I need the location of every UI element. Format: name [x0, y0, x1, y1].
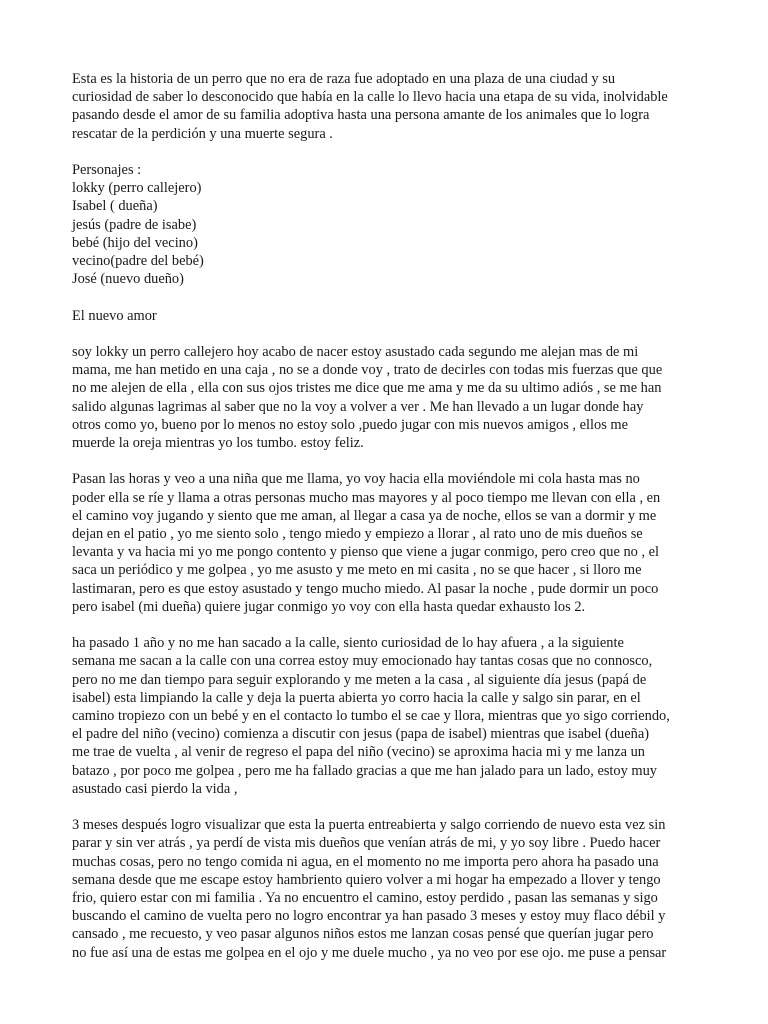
text-line: otros como yo, bueno por lo menos no estoy solo ,puedo jugar con mis nuevos amigos , ellos me — [72, 416, 628, 433]
text-line: 3 meses después logro visualizar que esta la puerta entreabierta y salgo corriendo de nuevo esta vez sin — [72, 817, 666, 834]
text-line: salido algunas lagrimas al saber que no la voy a volver a ver . Me han llevado a un lugar donde hay — [72, 398, 644, 415]
text-line: soy lokky un perro callejero hoy acabo de nacer estoy asustado cada segundo me alejan mas de mi — [72, 344, 639, 360]
text-line: no fue así una de estas me golpea en el ojo y me duele mucho , ya no veo por ese ojo. me puse a pensar — [72, 944, 667, 961]
intro-paragraph — [72, 70, 704, 143]
text-line: cansado , me recuesto, y veo pasar algunos niños estos me lanzan cosas pensé que querían jugar pero — [72, 926, 654, 943]
text-line: camino tropiezo con un bebé y en el contacto lo tumbo el se cae y llora, mientras que yo sigo corriendo, — [72, 708, 670, 725]
character-item: bebé (hijo del vecino) — [72, 234, 198, 251]
section-title — [72, 307, 704, 325]
character-item: José (nuevo dueño) — [72, 271, 184, 288]
characters-heading: Personajes : — [72, 162, 142, 178]
text-line: pero no me dan tiempo para seguir explorando y me meten a la casa , al siguiente día jesus (papá de — [72, 671, 647, 688]
text-line: batazo , por poco me golpea , pero me ha fallado gracias a que me han jalado para un lado, estoy muy — [72, 762, 657, 779]
character-item: lokky (perro callejero) — [72, 180, 202, 197]
text-line: parar y sin ver atrás , ya perdí de vista mis dueños que venían atrás de mi, y yo soy libre . Puedo hacer — [72, 835, 661, 852]
character-item: jesús (padre de isabe) — [72, 216, 197, 233]
text-line: isabel) esta limpiando la calle y deja la puerta abierta yo corro hacia la calle y salgo sin parar, en el — [72, 689, 641, 706]
text-line: saca un periódico y me golpea , yo me asusto y me meto en mi casita , no se que hacer , si lloro me — [72, 562, 642, 579]
text-line: curiosidad de saber lo desconocido que había en la calle lo llevo hacia una etapa de su vida, inolvidable — [72, 89, 668, 106]
text-line: muerde la oreja mientras yo los tumbo. estoy feliz. — [72, 435, 364, 452]
document-page — [72, 70, 704, 980]
character-item: Isabel ( dueña) — [72, 198, 158, 215]
text-line: no me alejen de ella , ella con sus ojos tristes me dice que me ama y me da su ultimo adiós , se me han — [72, 380, 662, 397]
character-item: vecino(padre del bebé) — [72, 253, 204, 270]
story-paragraph-4 — [72, 816, 704, 962]
text-line: Pasan las horas y veo a una niña que me llama, yo voy hacia ella moviéndole mi cola hasta mas no — [72, 471, 640, 488]
text-line: levanta y va hacia mi yo me pongo contento y pienso que viene a jugar conmigo, pero creo que no , el — [72, 544, 660, 561]
text-line: el padre del niño (vecino) comienza a discutir con jesus (papa de isabel) mientras que isabel (dueña) — [72, 726, 649, 743]
text-line: semana desde que me escape estoy hambriento quiero volver a mi hogar ha empezado a llover y tengo — [72, 871, 661, 888]
text-line: mama, me han metido en una caja , no se a donde voy , trato de decirles con todas mis fuerzas que que — [72, 362, 663, 379]
text-line: frio, quiero estar con mi familia . Ya no encuentro el camino, estoy perdido , pasan las semanas y sigo — [72, 890, 658, 907]
text-line: pasando desde el amor de su familia adoptiva hasta una persona amante de los animales que lo logra — [72, 107, 650, 124]
text-line: el camino voy jugando y siento que me aman, al llegar a casa ya de noche, ellos se van a dormir y me — [72, 507, 657, 524]
story-paragraph-1 — [72, 343, 704, 452]
text-line: asustado casi pierdo la vida , — [72, 780, 238, 797]
text-line: rescatar de la perdición y una muerte segura . — [72, 125, 333, 142]
story-paragraph-2 — [72, 470, 704, 616]
text-line: dejan en el patio , yo me siento solo , tengo miedo y empiezo a llorar , al rato uno de mis dueños se — [72, 526, 643, 543]
text-line: ha pasado 1 año y no me han sacado a la calle, siento curiosidad de lo hay afuera , a la siguiente — [72, 635, 624, 652]
section-title-text: El nuevo amor — [72, 307, 157, 324]
text-line: semana me sacan a la calle con una correa estoy muy emocionado hay tantas cosas que no connosco, — [72, 653, 653, 670]
text-line: muchas cosas, pero no tengo comida ni agua, en el momento no me importa pero ahora ha pasado una — [72, 853, 659, 870]
story-paragraph-3 — [72, 634, 704, 798]
text-line: poder ella se ríe y llama a otras personas mucho mas mayores y al poco tiempo me llevan con ella , en — [72, 489, 661, 506]
text-line: pero isabel (mi dueña) quiere jugar conmigo yo voy con ella hasta quedar exhausto los 2. — [72, 598, 586, 615]
text-line: Esta es la historia de un perro que no era de raza fue adoptado en una plaza de una ciudad y su — [72, 71, 616, 87]
characters-list — [72, 161, 704, 288]
text-line: lastimaran, pero es que estoy asustado y tengo mucho miedo. Al pasar la noche , pude dormir un poco — [72, 580, 659, 597]
text-line: me trae de vuelta , al venir de regreso el papa del niño (vecino) se aproxima hacia mi y me lanza un — [72, 744, 645, 761]
text-line: buscando el camino de vuelta pero no logro encontrar ya han pasado 3 meses y estoy muy flaco débil y — [72, 908, 666, 925]
